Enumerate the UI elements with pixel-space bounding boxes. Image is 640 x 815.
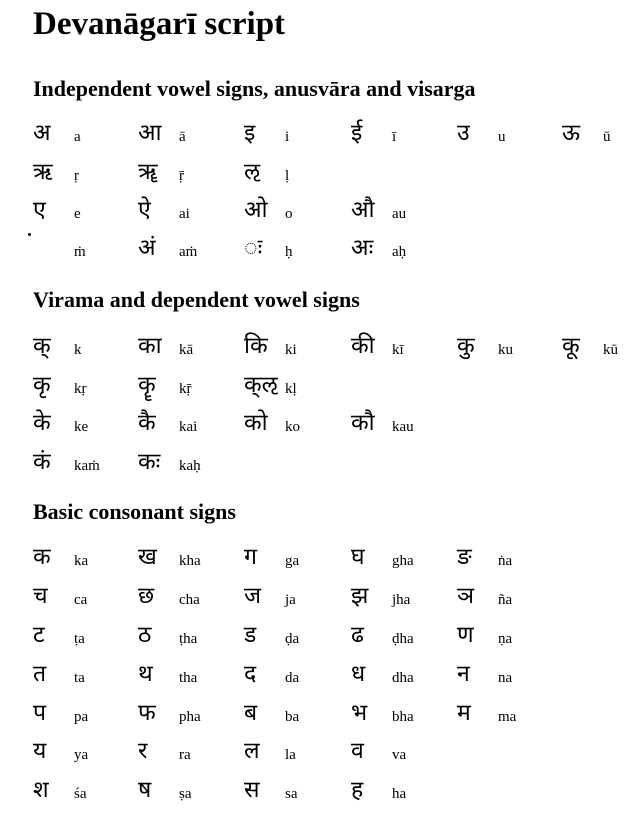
glyph-cell — [351, 581, 457, 617]
transliteration: ṣa — [179, 786, 192, 802]
glyph-cell — [33, 157, 139, 193]
glyph-cell — [138, 659, 244, 695]
glyph-cell — [351, 620, 457, 656]
glyph-cell — [138, 118, 244, 154]
section-heading: Virama and dependent vowel signs — [33, 287, 360, 312]
transliteration: u — [498, 129, 506, 145]
transliteration: sa — [285, 786, 298, 802]
devanagari-glyph: ऊ — [562, 120, 581, 146]
transliteration: ṛ — [74, 168, 79, 184]
transliteration: ña — [498, 592, 513, 608]
glyph-cell — [244, 370, 350, 406]
glyph-row — [0, 659, 640, 695]
devanagari-glyph: झ — [351, 583, 369, 609]
glyph-cell — [562, 331, 640, 367]
devanagari-glyph: कु — [457, 333, 475, 359]
transliteration: o — [285, 206, 293, 222]
glyph-cell — [562, 118, 640, 154]
devanagari-glyph: ख — [138, 544, 157, 570]
devanagari-glyph: ः — [244, 235, 263, 261]
glyph-cell — [33, 331, 139, 367]
devanagari-glyph: ह — [351, 777, 364, 803]
devanagari-glyph: ञ — [457, 583, 475, 609]
transliteration: ḥ — [285, 244, 293, 260]
transliteration: bha — [392, 709, 414, 725]
devanagari-glyph: ई — [351, 120, 363, 146]
glyph-cell — [138, 698, 244, 734]
glyph-cell — [244, 408, 350, 444]
devanagari-glyph: ओ — [244, 197, 268, 223]
glyph-cell — [457, 331, 563, 367]
glyph-cell — [33, 581, 139, 617]
glyph-cell — [244, 698, 350, 734]
glyph-row — [0, 408, 640, 444]
devanagari-glyph: घ — [351, 544, 365, 570]
transliteration: kḷ — [285, 381, 297, 397]
glyph-cell — [457, 620, 563, 656]
devanagari-glyph: के — [33, 410, 51, 436]
transliteration: kau — [392, 419, 414, 435]
stray-dot-mark — [28, 233, 31, 236]
glyph-cell — [244, 659, 350, 695]
glyph-row — [0, 157, 640, 193]
transliteration: va — [392, 747, 407, 763]
transliteration: pha — [179, 709, 201, 725]
transliteration: ba — [285, 709, 300, 725]
page-title: Devanāgarī script — [33, 6, 286, 42]
devanagari-glyph: कः — [138, 449, 161, 475]
glyph-cell — [33, 370, 139, 406]
transliteration: ke — [74, 419, 89, 435]
transliteration: na — [498, 670, 513, 686]
devanagari-glyph: ऐ — [138, 197, 151, 223]
devanagari-glyph: को — [244, 410, 268, 436]
devanagari-glyph: ब — [244, 700, 258, 726]
glyph-cell — [457, 118, 563, 154]
devanagari-glyph: फ — [138, 700, 156, 726]
devanagari-glyph: प — [33, 700, 47, 726]
devanagari-glyph: ए — [33, 197, 46, 223]
devanagari-glyph: ल — [244, 738, 260, 764]
transliteration: a — [74, 129, 81, 145]
devanagari-glyph: च — [33, 583, 48, 609]
glyph-cell — [457, 581, 563, 617]
transliteration: tha — [179, 670, 198, 686]
glyph-cell — [351, 195, 457, 231]
devanagari-glyph: इ — [244, 120, 256, 146]
transliteration: ṭa — [74, 631, 85, 647]
transliteration: ṇa — [498, 631, 513, 647]
glyph-cell — [244, 581, 350, 617]
transliteration: ta — [74, 670, 85, 686]
glyph-cell — [244, 736, 350, 772]
glyph-cell — [138, 581, 244, 617]
transliteration: ja — [285, 592, 296, 608]
devanagari-glyph: त — [33, 661, 47, 687]
transliteration: kī — [392, 342, 404, 358]
devanagari-glyph: छ — [138, 583, 155, 609]
glyph-row — [0, 370, 640, 406]
glyph-cell — [138, 447, 244, 483]
transliteration: ai — [179, 206, 190, 222]
glyph-row — [0, 195, 640, 231]
glyph-cell — [138, 195, 244, 231]
glyph-cell — [33, 447, 139, 483]
devanagari-glyph: ङ — [457, 544, 472, 570]
transliteration: ḷ — [285, 168, 290, 184]
glyph-row — [0, 736, 640, 772]
transliteration: ki — [285, 342, 297, 358]
glyph-cell — [138, 408, 244, 444]
devanagari-glyph: ण — [457, 622, 474, 648]
devanagari-glyph: कृ — [33, 372, 51, 398]
glyph-cell — [33, 195, 139, 231]
glyph-row — [0, 698, 640, 734]
devanagari-glyph: औ — [351, 197, 375, 223]
transliteration: ḍha — [392, 631, 414, 647]
devanagari-glyph: भ — [351, 700, 368, 726]
devanagari-glyph: अः — [351, 235, 374, 261]
glyph-cell — [457, 698, 563, 734]
devanagari-glyph: कॄ — [138, 372, 156, 398]
glyph-row — [0, 542, 640, 578]
glyph-cell — [351, 736, 457, 772]
glyph-cell — [351, 542, 457, 578]
devanagari-glyph: ड — [244, 622, 257, 648]
glyph-cell — [33, 233, 139, 269]
devanagari-glyph: स — [244, 777, 260, 803]
devanagari-glyph: न — [457, 661, 470, 687]
devanagari-glyph: ठ — [138, 622, 152, 648]
devanagari-glyph: ट — [33, 622, 45, 648]
devanagari-glyph: ऋ — [33, 159, 53, 185]
transliteration: ka — [74, 553, 89, 569]
glyph-cell — [33, 775, 139, 811]
glyph-row — [0, 447, 640, 483]
devanagari-glyph: र — [138, 738, 148, 764]
devanagari-glyph: म — [457, 700, 471, 726]
transliteration: la — [285, 747, 296, 763]
devanagari-glyph: उ — [457, 120, 470, 146]
glyph-cell — [33, 659, 139, 695]
glyph-cell — [138, 370, 244, 406]
devanagari-glyph: द — [244, 661, 257, 687]
glyph-row — [0, 620, 640, 656]
glyph-cell — [351, 775, 457, 811]
transliteration: kṛ — [74, 381, 87, 397]
devanagari-glyph: ग — [244, 544, 257, 570]
transliteration: ṅa — [498, 553, 513, 569]
transliteration: kaḥ — [179, 458, 201, 474]
transliteration: ḍa — [285, 631, 300, 647]
transliteration: ṝ — [179, 168, 184, 184]
glyph-cell — [351, 408, 457, 444]
glyph-cell — [244, 233, 350, 269]
devanagari-glyph: क — [33, 544, 51, 570]
transliteration: kha — [179, 553, 201, 569]
devanagari-glyph: क् — [33, 333, 51, 359]
glyph-cell — [351, 118, 457, 154]
transliteration: ca — [74, 592, 88, 608]
devanagari-glyph: ष — [138, 777, 152, 803]
devanagari-glyph: की — [351, 333, 375, 359]
transliteration: e — [74, 206, 81, 222]
glyph-cell — [33, 736, 139, 772]
transliteration: aḥ — [392, 244, 407, 260]
transliteration: cha — [179, 592, 200, 608]
glyph-cell — [244, 331, 350, 367]
glyph-row — [0, 331, 640, 367]
transliteration: kaṁ — [74, 458, 100, 474]
transliteration: ṁ — [74, 244, 86, 260]
glyph-cell — [351, 331, 457, 367]
devanagari-glyph: कौ — [351, 410, 375, 436]
transliteration: aṁ — [179, 244, 198, 260]
devanagari-glyph: थ — [138, 661, 153, 687]
devanagari-glyph: अं — [138, 235, 156, 261]
devanagari-glyph: कि — [244, 333, 268, 359]
glyph-row — [0, 775, 640, 811]
transliteration: da — [285, 670, 300, 686]
glyph-cell — [244, 157, 350, 193]
devanagari-glyph: ऌ — [244, 159, 261, 185]
transliteration: kū — [603, 342, 618, 358]
glyph-cell — [33, 620, 139, 656]
transliteration: ya — [74, 747, 89, 763]
devanagari-glyph: का — [138, 333, 162, 359]
transliteration: kā — [179, 342, 194, 358]
glyph-cell — [457, 659, 563, 695]
glyph-cell — [138, 620, 244, 656]
devanagari-glyph: कै — [138, 410, 156, 436]
glyph-row — [0, 581, 640, 617]
transliteration: i — [285, 129, 290, 145]
glyph-cell — [138, 157, 244, 193]
glyph-cell — [33, 698, 139, 734]
glyph-cell — [244, 195, 350, 231]
glyph-cell — [351, 659, 457, 695]
devanagari-glyph: क्ऌ — [244, 372, 278, 398]
glyph-cell — [138, 775, 244, 811]
transliteration: kṝ — [179, 381, 192, 397]
section-heading: Basic consonant signs — [33, 499, 236, 524]
transliteration: ū — [603, 129, 611, 145]
glyph-cell — [457, 542, 563, 578]
glyph-cell — [33, 542, 139, 578]
transliteration: ga — [285, 553, 300, 569]
glyph-cell — [138, 542, 244, 578]
transliteration: jha — [392, 592, 411, 608]
glyph-cell — [138, 233, 244, 269]
glyph-cell — [244, 620, 350, 656]
devanagari-glyph: य — [33, 738, 47, 764]
glyph-row — [0, 118, 640, 154]
devanagari-glyph: ढ — [351, 622, 364, 648]
transliteration: dha — [392, 670, 414, 686]
transliteration: ī — [392, 129, 397, 145]
devanagari-glyph: ॠ — [138, 159, 158, 185]
transliteration: ma — [498, 709, 517, 725]
transliteration: ku — [498, 342, 513, 358]
transliteration: ṭha — [179, 631, 198, 647]
transliteration: śa — [74, 786, 87, 802]
glyph-cell — [33, 408, 139, 444]
devanagari-glyph: ध — [351, 661, 366, 687]
glyph-row — [0, 233, 640, 269]
devanagari-glyph: आ — [138, 120, 162, 146]
transliteration: k — [74, 342, 82, 358]
transliteration: ha — [392, 786, 407, 802]
transliteration: au — [392, 206, 407, 222]
devanagari-glyph: ज — [244, 583, 262, 609]
section-heading: Independent vowel signs, anusvāra and visarga — [33, 76, 476, 101]
devanagari-glyph: कू — [562, 333, 580, 359]
glyph-cell — [244, 775, 350, 811]
transliteration: pa — [74, 709, 89, 725]
glyph-cell — [244, 118, 350, 154]
transliteration: kai — [179, 419, 198, 435]
transliteration: ko — [285, 419, 300, 435]
transliteration: ā — [179, 129, 186, 145]
glyph-cell — [351, 233, 457, 269]
transliteration: gha — [392, 553, 414, 569]
devanagari-glyph: कं — [33, 449, 51, 475]
transliteration: ra — [179, 747, 191, 763]
glyph-cell — [138, 736, 244, 772]
glyph-cell — [244, 542, 350, 578]
glyph-cell — [351, 698, 457, 734]
devanagari-glyph: श — [33, 777, 49, 803]
glyph-cell — [138, 331, 244, 367]
devanagari-glyph: अ — [33, 120, 51, 146]
devanagari-glyph: व — [351, 738, 364, 764]
glyph-cell — [33, 118, 139, 154]
